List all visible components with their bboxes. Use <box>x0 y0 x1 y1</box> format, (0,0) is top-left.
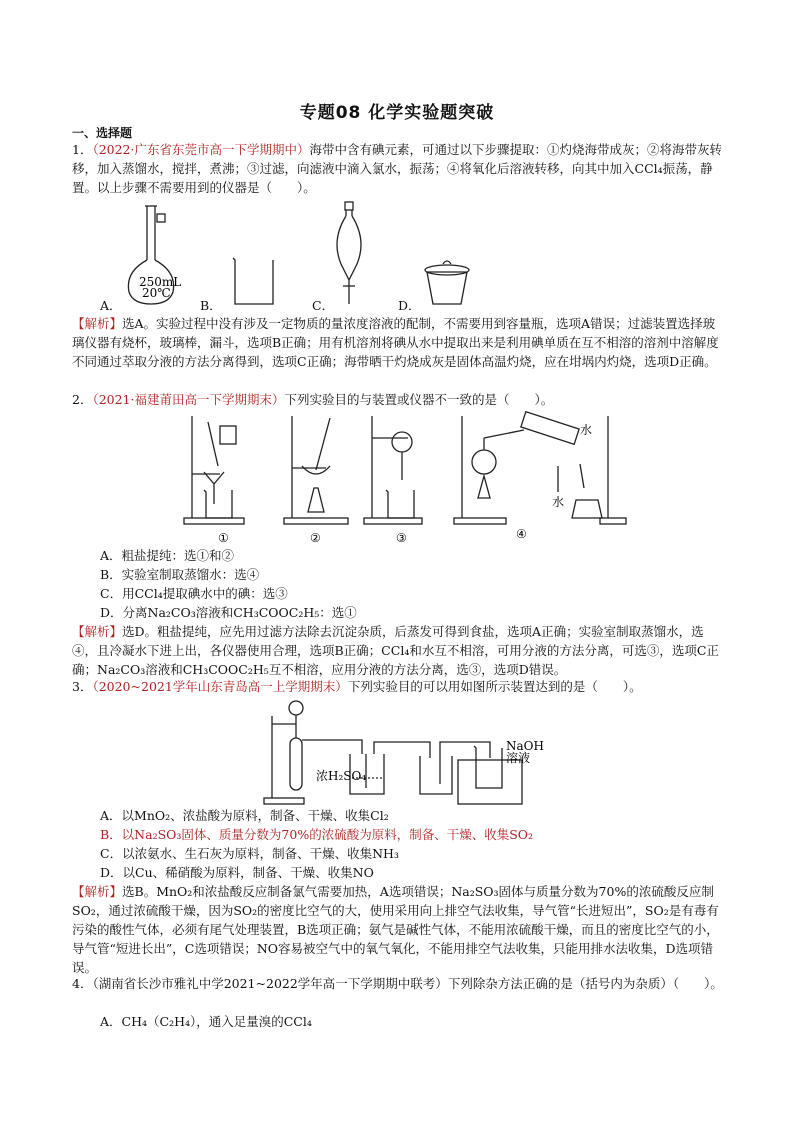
q3-analysis-text: 选B。MnO₂和浓盐酸反应制备氯气需要加热，A选项错误；Na₂SO₃固体与质量分数为70%的浓硫酸反应制SO₂，通过浓硫酸干燥，因为SO₂的密度比空气的大，使用采用向上排空气法收集，导气管“长进短出”，SO₂是有毒有污染的酸性气体，必须有尾气处理装置，B选项正确；氨气是碱性气体，不能用浓硫酸干燥，而且的密度比空气的小，导气管“短进长出”，C选项错误；NO容易被空气中的氧气氧化，不能用排空气法收集，只能用排水法收集，D选项错误。 <box>72 884 719 975</box>
q3-option-d: D．以Cu、稀硝酸为原料，制备、干燥、收集NO <box>100 865 374 880</box>
q1-option-a: A． <box>100 298 122 313</box>
flask-label-temp: 20℃ <box>142 286 171 300</box>
q3-apparatus-figure <box>262 694 544 806</box>
q1-option-d: D． <box>398 298 421 313</box>
q1-source: （2022·广东省东莞市高一下学期期中） <box>92 142 310 157</box>
water-out-label: 水 <box>580 423 593 437</box>
fig-label-2: ② <box>310 531 321 545</box>
q4-text: 下列除杂方法正确的是（括号内为杂质）（ ）。 <box>447 976 723 991</box>
fig-label-4: ④ <box>516 527 527 541</box>
q3-option-c: C．以浓氨水、生石灰为原料，制备、干燥、收集NH₃ <box>100 846 399 861</box>
q2-apparatus-figure <box>180 408 630 546</box>
q3-option-a: A．以MnO₂、浓盐酸为原料，制备、干燥、收集Cl₂ <box>100 808 389 823</box>
q1-number: 1． <box>72 142 93 157</box>
q4-number: 4． <box>72 976 93 991</box>
section-heading: 一、选择题 <box>72 126 133 140</box>
flask-label-volume: 250mL <box>139 275 182 289</box>
q1-option-c: C． <box>312 298 335 313</box>
q2-number: 2． <box>72 392 93 407</box>
q1-analysis-tag: 【解析】 <box>72 316 123 331</box>
q3-option-b: B．以Na₂SO₃固体、质量分数为70%的浓硫酸为原料，制备、干燥、收集SO₂ <box>100 827 534 842</box>
q4-option-a: A．CH₄（C₂H₄），通入足量溴的CCl₄ <box>100 1014 312 1029</box>
question-1 <box>72 140 724 197</box>
q1-analysis <box>72 314 724 371</box>
q2-option-a: A．粗盐提纯：选①和② <box>100 548 235 563</box>
naoh-label-1: NaOH <box>506 739 544 753</box>
q2-analysis-tag: 【解析】 <box>72 624 123 639</box>
q1-option-b: B． <box>200 298 222 313</box>
q2-text: 下列实验目的与装置或仪器不一致的是（ ）。 <box>284 392 554 407</box>
q4-source: （湖南省长沙市雅礼中学2021~2022学年高一下学期期中联考） <box>92 976 448 991</box>
q2-option-d: D．分离Na₂CO₃溶液和CH₃COOC₂H₅：选① <box>100 605 357 620</box>
water-in-label: 水 <box>552 495 565 509</box>
q3-analysis <box>72 882 724 977</box>
q3-number: 3． <box>72 679 93 694</box>
q2-analysis-text: 选D。粗盐提纯，应先用过滤方法除去沉淀杂质，后蒸发可得到食盐，选项A正确；实验室制取蒸馏水，选④，且冷凝水下进上出，各仪器使用合理，选项B正确；CCl₄和水互不相溶，可用分液的方法分离，可选③，选项C正确；Na₂CO₃溶液和CH₃COOC₂H₅互不相溶，应用分液的方法分离，选③，选项D错误。 <box>72 624 719 677</box>
q3-analysis-tag: 【解析】 <box>72 884 123 899</box>
q2-analysis <box>72 622 724 679</box>
page-title: 专题08 化学实验题突破 <box>299 103 495 123</box>
naoh-label-2: 溶液 <box>506 751 531 765</box>
question-4 <box>72 974 724 993</box>
fig-label-1: ① <box>218 531 229 545</box>
q3-source: （2020~2021学年山东青岛高一上学期期末） <box>92 679 348 694</box>
fig-label-3: ③ <box>396 531 407 545</box>
q2-source: （2021·福建莆田高一下学期期末） <box>92 392 285 407</box>
h2so4-label: 浓H₂SO₄ <box>316 769 367 783</box>
q1-analysis-text: 选A。实验过程中没有涉及一定物质的量浓度溶液的配制，不需要用到容量瓶，选项A错误；过滤装置选择玻璃仪器有烧杯，玻璃棒，漏斗，选项B正确；用有机溶剂将碘从水中提取出来是利用碘单质在互不相溶的溶剂中溶解度不同通过萃取分液的方法分离得到，选项C正确；海带晒干灼烧成灰是固体高温灼烧，应在坩埚内灼烧，选项D正确。 <box>72 316 719 369</box>
q3-text: 下列实验目的可以用如图所示装置达到的是（ ）。 <box>347 679 642 694</box>
q2-option-c: C．用CCl₄提取碘水中的碘：选③ <box>100 586 288 601</box>
q1-text: 海带中含有碘元素，可通过以下步骤提取：①灼烧海带成灰；②将海带灰转移，加入蒸馏水，搅拌，煮沸；③过滤，向滤液中滴入氯水，振荡；④将氧化后溶液转移，向其中加入CCl₄振荡，静置。以上步骤不需要用到的仪器是（ ）。 <box>72 142 723 195</box>
q2-option-b: B．实验室制取蒸馏水：选④ <box>100 567 260 582</box>
question-2 <box>72 390 724 409</box>
